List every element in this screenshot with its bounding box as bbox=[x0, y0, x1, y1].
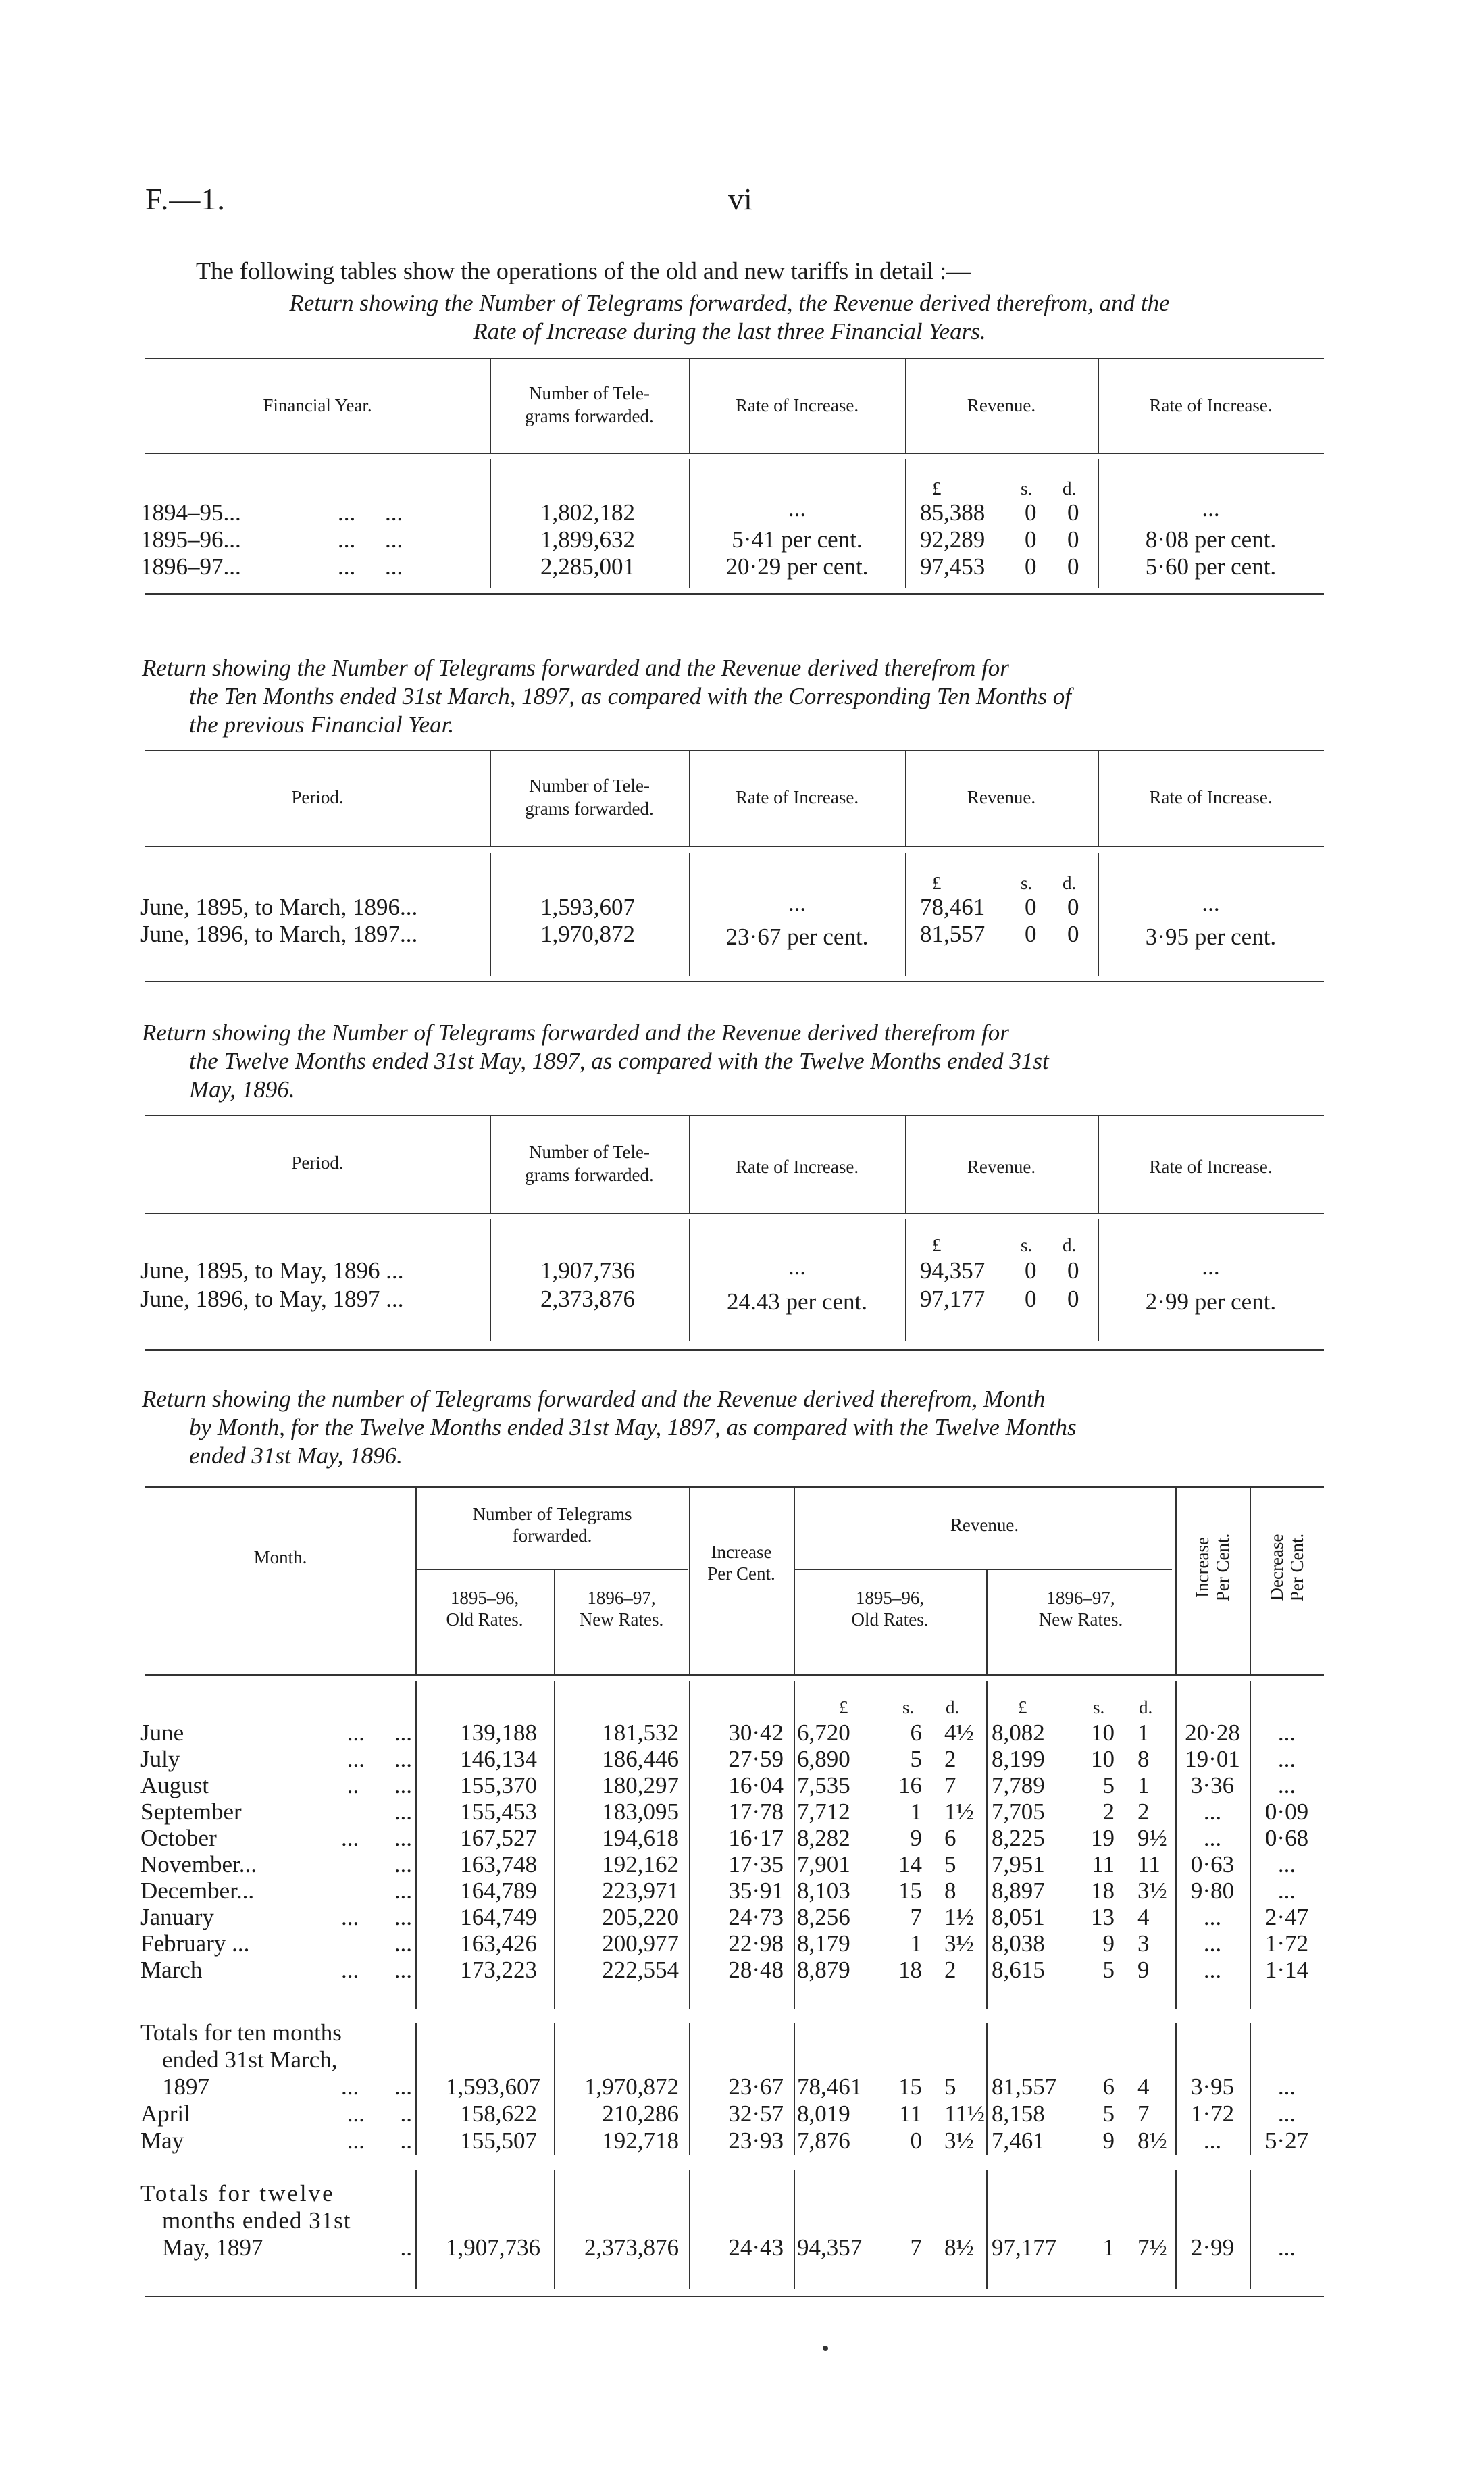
table2-header-number-2: grams forwarded. bbox=[525, 799, 654, 819]
table1-header-number: Number of Tele- bbox=[528, 383, 650, 403]
table1-header-revenue: Revenue. bbox=[967, 395, 1036, 416]
table3-header-revenue: Revenue. bbox=[967, 1157, 1036, 1177]
table2-header-rate: Rate of Increase. bbox=[735, 787, 859, 807]
table4-header-inc-pc: Increase Per Cent. bbox=[1192, 1533, 1233, 1602]
table3-title: Return showing the Number of Telegrams forwarded and the Revenue derived therefrom for the Twelve Months ended 31st May, 1897, as compared with the Twelve Months ended 31st May, 1896. bbox=[142, 1020, 1049, 1103]
table2-header-number: Number of Tele- bbox=[528, 776, 650, 796]
currency-pence: d. bbox=[1063, 873, 1077, 893]
currency-pence: d. bbox=[946, 1697, 960, 1717]
table4-header-rev-old: 1895–96, bbox=[855, 1588, 925, 1608]
table4-header-old: 1895–96, bbox=[450, 1588, 519, 1608]
currency-pound: £ bbox=[932, 1235, 942, 1255]
table3-header-rate: Rate of Increase. bbox=[735, 1157, 859, 1177]
currency-pence: d. bbox=[1139, 1697, 1153, 1717]
currency-pound: £ bbox=[839, 1697, 848, 1717]
table3-header-period: Period. bbox=[291, 1153, 344, 1173]
table4-header-rev-new-2: New Rates. bbox=[1038, 1609, 1123, 1630]
currency-shilling: s. bbox=[1021, 478, 1033, 499]
currency-pence: d. bbox=[1063, 1235, 1077, 1255]
table1-header-number-2: grams forwarded. bbox=[525, 406, 654, 426]
table4-header-revenue: Revenue. bbox=[950, 1515, 1019, 1535]
currency-pence: d. bbox=[1063, 478, 1077, 499]
page-header-reference: F.—1. bbox=[145, 182, 226, 216]
table2-header-period: Period. bbox=[291, 787, 344, 807]
currency-shilling: s. bbox=[1021, 873, 1033, 893]
table4-header-dec-pc: Decrease Per Cent. bbox=[1266, 1533, 1307, 1602]
table1-header-rate2: Rate of Increase. bbox=[1149, 395, 1273, 416]
table3-header-number: Number of Tele- bbox=[528, 1142, 650, 1162]
table4-header-rev-new: 1896–97, bbox=[1046, 1588, 1115, 1608]
table4-header-number: Number of Telegrams bbox=[472, 1504, 632, 1524]
table4-header-number-2: forwarded. bbox=[512, 1526, 592, 1546]
table4-header-new: 1896–97, bbox=[587, 1588, 656, 1608]
table2-header-revenue: Revenue. bbox=[967, 787, 1036, 807]
currency-shilling: s. bbox=[1093, 1697, 1105, 1717]
table4-header-old-2: Old Rates. bbox=[446, 1609, 523, 1630]
table3-header-number-2: grams forwarded. bbox=[525, 1165, 654, 1185]
table2-header-rate2: Rate of Increase. bbox=[1149, 787, 1273, 807]
currency-pound: £ bbox=[1018, 1697, 1027, 1717]
table4-header-increase: Increase bbox=[711, 1542, 772, 1562]
table1-header-rate: Rate of Increase. bbox=[735, 395, 859, 416]
currency-shilling: s. bbox=[1021, 1235, 1033, 1255]
currency-pound: £ bbox=[932, 478, 942, 499]
document-page: F.—1. vi The following tables show the operations of the old and new tariffs in detail :— Return showing the Number of Telegrams forwarded, the Revenue derived therefrom, and the Rate of Increase during the last three Financial Years. Financial Year. Number of Tele- grams forwarded. Rate of Increase. Revenue. Rate of Increase. £ s. d. 1894–95... ... ... 1,802,182 ... 85,388 0 0 ... 1895–96... ... ... 1,899,632 5·41 per cent. 92,289 0 0 8·08 per cent. 1896–97... ... ... 2,285,001 20·29 per cent. 97,453 0 0 5·60 per cent. Return showing the Number of Telegrams forwarded and the Revenue derived therefrom for the Ten Months ended 31st March, 1897, as compared with the Corresponding Ten Months of the previous Financial Year. Period. Number of Tele- grams forwarded. Rate of Increase. Revenue. Rate of Increase. £ s. d. June, 1895, to March, 1896... 1,593,607 ... 78,461 0 0 ... June, 1896, to March, 1897... 1,970,872 23·67 per cent. 81,557 0 0 3·95 per cent. Return showing the Number of Telegrams forwarded and the Revenue derived therefrom for the Twelve Months ended 31st May, 1897, as compared with the Twelve Months ended 31st May, 1896. Period. Number of Tele- grams forwarded. Rate of Increase. Revenue. Rate of Increase. £ s. d. June, 1895, to May, 1896 ... 1,907,736 ... 94,357 0 0 ... June, 1896, to May, 1897 ... 2,373,876 24.43 per cent. 97,177 0 0 2·99 per cent. Return showing the number of Telegrams forwarded and the Revenue derived therefrom, Month by Month, for the Twelve Months ended 31st May, 1897, as compared with the Twelve Months ended 31st May, 1896. Month. Number of Telegrams forwarded. 1895–96, Old Rates. 1896–97, New Rates. Increase Per Cent. Revenue. 1895–96, Old Rates. 1896–97, New Rates. Increase Per Cent. Decrease Per Cent. £ s. d. £ s. d. June ... ... 139,188 181,532 30·42 6,720 6 4½ 8,082 10 1 20·28 ... July ... ... 146,134 186,446 27·59 6,890 5 2 8,199 10 8 19·01 ... August .. ... 155,370 180,297 16·04 7,535 16 7 7,789 5 1 3·36 ... September ... 155,453 183,095 17·78 7,712 1 1½ 7,705 2 2 ... 0·09 October ... ... 167,527 194,618 16·17 8,282 9 6 8,225 19 9½ ... 0·68 November... ... 163,748 192,162 17·35 7,901 14 5 7,951 11 11 0·63 ... December... ... 164,789 223,971 35·91 8,103 15 8 8,897 18 3½ 9·80 ... January ... ... 164,749 205,220 24·73 8,256 7 1½ 8,051 13 4 ... 2·47 February ... ... 163,426 200,977 22·98 8,179 1 3½ 8,038 9 3 ... 1·72 March ... ... 173,223 222,554 28·48 8,879 18 2 8,615 5 9 ... 1·14 Totals for ten months ended 31st March, 1897 ... ... 1,593,607 1,970,872 23·67 78,461 15 5 81,557 6 4 3·95 ... April ... .. 158,622 210,286 32·57 8,019 11 11½ 8,158 5 7 1·72 ... May ... .. 155,507 192,718 23·93 7,876 0 3½ 7,461 9 8½ ... 5·27 Totals for twelve months ended 31st May, 1897 .. 1,907,736 2,373,876 24·43 94,357 7 8½ 97,177 1 7½ 2·99 ... bbox=[0, 0, 1484, 2466]
table4-title: Return showing the number of Telegrams forwarded and the Revenue derived therefrom, Month by Month, for the Twelve Months ended 31st May, 1897, as compared with the Twelve Months ended 31st May, 1896. bbox=[142, 1386, 1077, 1469]
table1-header-year: Financial Year. bbox=[263, 395, 372, 416]
table2-title: Return showing the Number of Telegrams forwarded and the Revenue derived therefrom for the Ten Months ended 31st March, 1897, as compared with the Corresponding Ten Months of the previous Financial Year. bbox=[142, 655, 1071, 738]
currency-shilling: s. bbox=[902, 1697, 915, 1717]
table4-header-new-2: New Rates. bbox=[579, 1609, 664, 1630]
table4-header-month: Month. bbox=[253, 1547, 307, 1567]
table4-header-increase-2: Per Cent. bbox=[707, 1563, 775, 1584]
table1-title: Return showing the Number of Telegrams forwarded, the Revenue derived therefrom, and the Rate of Increase during the last three Financial Years. bbox=[289, 290, 1170, 345]
table3-header-rate2: Rate of Increase. bbox=[1149, 1157, 1273, 1177]
print-mark-dot bbox=[823, 2346, 828, 2351]
intro-text: The following tables show the operations of the old and new tariffs in detail :— bbox=[196, 257, 971, 284]
page-number: vi bbox=[728, 182, 752, 216]
table4-header-rev-old-2: Old Rates. bbox=[851, 1609, 929, 1630]
currency-pound: £ bbox=[932, 873, 942, 893]
